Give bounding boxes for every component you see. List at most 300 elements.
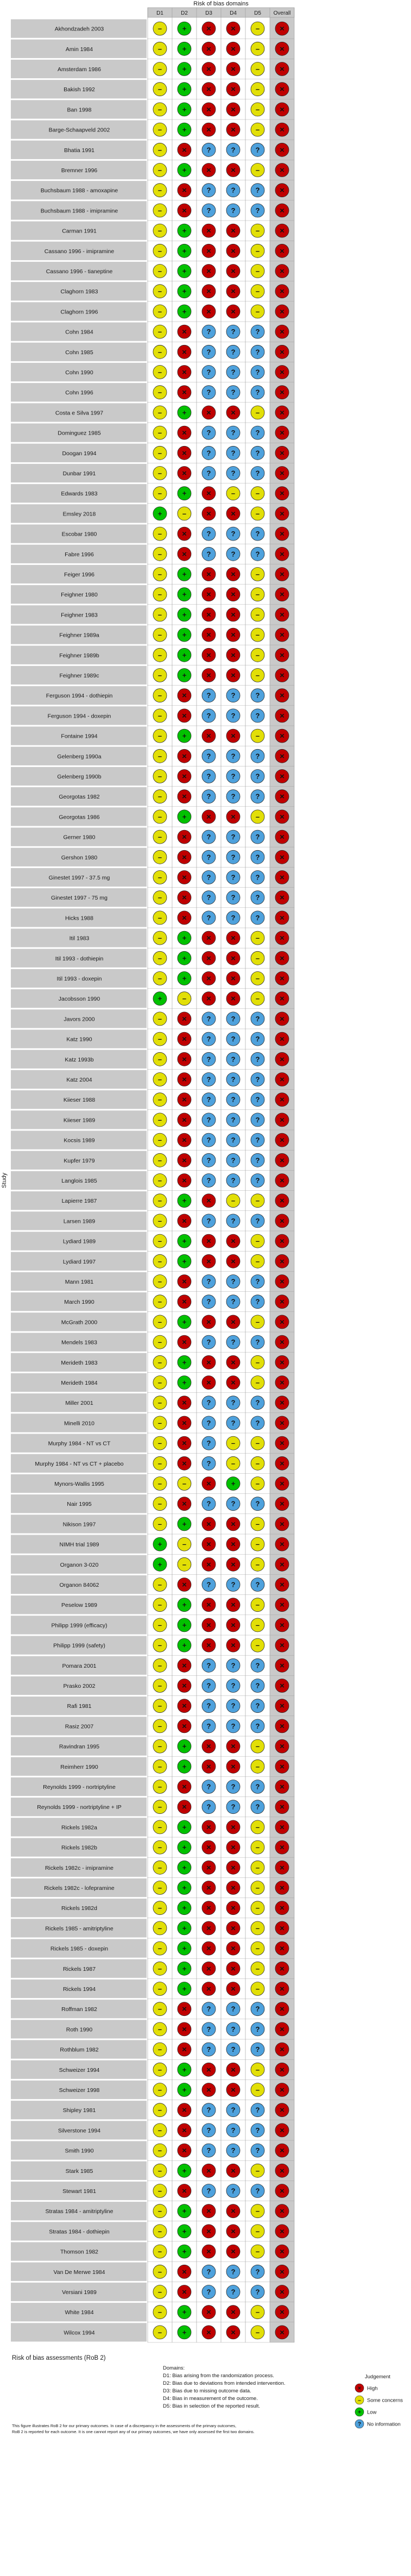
rating-symbol: × <box>206 105 211 115</box>
rating-symbol: – <box>157 1358 162 1367</box>
rating-symbol: × <box>280 1580 284 1589</box>
rating-symbol: ? <box>231 711 236 720</box>
rating-symbol: ? <box>255 2146 260 2155</box>
rating-symbol: ? <box>206 1721 211 1730</box>
rating-symbol: ? <box>206 186 211 194</box>
rating-symbol: × <box>280 1176 284 1185</box>
study-name: Rasiz 2007 <box>65 1723 94 1730</box>
rating-symbol: – <box>255 590 260 599</box>
rating-symbol: + <box>182 166 187 174</box>
rating-symbol: ? <box>231 2288 236 2296</box>
rating-symbol: ? <box>231 1136 236 1145</box>
rating-symbol: × <box>231 2166 236 2176</box>
judgement-legend-label: Low <box>367 2409 377 2416</box>
study-name: Philipp 1999 (safety) <box>53 1642 105 1649</box>
rating-symbol: – <box>157 2065 162 2074</box>
rating-symbol: × <box>231 1560 236 1569</box>
study-name: Dominguez 1985 <box>58 430 101 437</box>
rating-symbol: + <box>182 570 187 579</box>
rating-symbol: – <box>157 227 162 235</box>
study-name: Georgotas 1986 <box>59 814 100 821</box>
rating-symbol: + <box>182 45 187 53</box>
rating-symbol: × <box>280 186 284 196</box>
rating-symbol: ? <box>231 1782 236 1791</box>
rating-symbol: + <box>182 1843 187 1852</box>
rating-symbol: – <box>157 1863 162 1872</box>
rating-symbol: + <box>157 1560 162 1569</box>
rating-symbol: ? <box>255 1095 260 1104</box>
rating-symbol: × <box>280 2166 284 2176</box>
rating-symbol: × <box>280 1641 284 1650</box>
rating-symbol: – <box>157 1519 162 1528</box>
rating-symbol: – <box>255 1620 260 1629</box>
rating-symbol: ? <box>255 1297 260 1306</box>
study-name: Fontaine 1994 <box>61 733 98 740</box>
rating-symbol: ? <box>206 388 211 397</box>
rating-symbol: – <box>157 1600 162 1609</box>
rating-symbol: ? <box>206 2267 211 2276</box>
rating-symbol: × <box>280 1034 284 1044</box>
rating-symbol: × <box>280 549 284 559</box>
rating-symbol: – <box>157 691 162 700</box>
judgement-legend-label: High <box>367 2385 378 2392</box>
rating-symbol: × <box>280 1155 284 1165</box>
rating-symbol: ? <box>255 1398 260 1407</box>
rating-symbol: × <box>182 1782 187 1792</box>
study-name: Rickels 1982c - lofepramine <box>44 1885 115 1892</box>
study-name: Gelenberg 1990a <box>57 753 102 760</box>
rating-symbol: ? <box>255 368 260 376</box>
rating-symbol: – <box>157 833 162 841</box>
rating-symbol: × <box>280 953 284 963</box>
rating-symbol: ? <box>231 1176 236 1185</box>
rating-symbol: ? <box>206 368 211 376</box>
judgement-legend-symbol: × <box>358 2385 361 2392</box>
rating-symbol: × <box>206 1641 211 1650</box>
rating-symbol: – <box>255 1378 260 1387</box>
rating-symbol: ? <box>231 1297 236 1306</box>
rating-symbol: × <box>231 1742 236 1751</box>
rating-symbol: – <box>157 2085 162 2094</box>
rating-symbol: ? <box>231 1398 236 1407</box>
rating-symbol: × <box>182 893 187 903</box>
study-name: Roffman 1982 <box>61 2006 97 2013</box>
rating-symbol: – <box>157 1823 162 1831</box>
study-name: Merideth 1983 <box>61 1359 98 1366</box>
rating-symbol: – <box>255 1439 260 1448</box>
rating-symbol: ? <box>231 469 236 477</box>
rating-symbol: × <box>280 1701 284 1711</box>
rating-symbol: + <box>182 1964 187 1973</box>
rating-symbol: – <box>157 1802 162 1811</box>
rating-symbol: × <box>280 166 284 175</box>
rating-symbol: ? <box>206 1055 211 1064</box>
rating-symbol: × <box>280 469 284 478</box>
rating-symbol: ? <box>206 1297 211 1306</box>
study-name: Feighner 1989c <box>59 673 99 679</box>
rating-symbol: – <box>157 1439 162 1448</box>
rating-symbol: × <box>206 974 211 983</box>
rating-symbol: × <box>280 408 284 418</box>
rating-symbol: – <box>157 429 162 437</box>
rating-symbol: ? <box>255 1661 260 1670</box>
rating-symbol: ? <box>231 449 236 457</box>
rating-symbol: – <box>157 934 162 943</box>
study-name: McGrath 2000 <box>61 1319 98 1326</box>
rating-symbol: ? <box>206 1216 211 1225</box>
rating-symbol: × <box>231 933 236 943</box>
rating-symbol: ? <box>206 2005 211 2013</box>
rating-symbol: – <box>255 1560 260 1569</box>
rating-symbol: × <box>280 1115 284 1125</box>
rating-symbol: + <box>182 934 187 943</box>
rating-symbol: – <box>255 994 260 1003</box>
rating-symbol: – <box>157 2166 162 2175</box>
rating-symbol: × <box>280 2106 284 2115</box>
rating-symbol: × <box>280 1883 284 1893</box>
study-name: Rickels 1985 - doxepin <box>50 1945 109 1952</box>
rating-symbol: ? <box>231 328 236 336</box>
rating-symbol: – <box>255 671 260 680</box>
rating-symbol: ? <box>255 792 260 801</box>
rating-symbol: × <box>231 509 236 519</box>
rating-symbol: + <box>182 1257 187 1266</box>
rating-symbol: – <box>157 792 162 801</box>
study-name: Silverstone 1994 <box>58 2127 101 2134</box>
rating-symbol: – <box>157 1398 162 1407</box>
rating-symbol: × <box>280 1297 284 1307</box>
rating-symbol: ? <box>206 530 211 538</box>
rating-symbol: × <box>280 832 284 842</box>
rating-symbol: × <box>280 105 284 115</box>
study-name: Katz 1990 <box>66 1036 92 1043</box>
rating-symbol: × <box>206 307 211 317</box>
rating-symbol: × <box>182 1721 187 1731</box>
judgement-legend-symbol: + <box>358 2409 361 2416</box>
rating-symbol: × <box>280 933 284 943</box>
rating-symbol: – <box>157 105 162 114</box>
rating-symbol: × <box>182 1155 187 1165</box>
study-name: Murphy 1984 - NT vs CT <box>48 1440 111 1447</box>
rating-symbol: – <box>157 1014 162 1023</box>
rating-symbol: – <box>255 2328 260 2336</box>
rating-symbol: – <box>255 570 260 579</box>
rating-symbol: × <box>280 2267 284 2277</box>
study-name: Reynolds 1999 - nortriptyline <box>43 1784 116 1790</box>
rating-symbol: ? <box>231 2106 236 2114</box>
rating-symbol: × <box>231 1944 236 1953</box>
domains-legend-item: D1: Bias arising from the randomization process. <box>163 2373 274 2379</box>
rating-symbol: × <box>280 650 284 660</box>
rating-symbol: ? <box>231 2187 236 2195</box>
rating-symbol: × <box>206 812 211 822</box>
rating-symbol: ? <box>206 1075 211 1084</box>
study-name: Rickels 1994 <box>62 1986 96 1993</box>
rating-symbol: – <box>255 247 260 255</box>
rating-symbol: ? <box>231 1014 236 1023</box>
rating-symbol: × <box>280 1277 284 1286</box>
rating-symbol: – <box>255 2085 260 2094</box>
rating-symbol: ? <box>255 429 260 437</box>
rating-symbol: ? <box>206 833 211 841</box>
rating-symbol: ? <box>231 429 236 437</box>
rating-symbol: ? <box>255 1701 260 1710</box>
rating-symbol: + <box>182 1358 187 1367</box>
rating-symbol: × <box>231 1964 236 1974</box>
study-name: Cohn 1990 <box>65 369 93 376</box>
rating-symbol: × <box>206 570 211 579</box>
rating-symbol: × <box>280 792 284 802</box>
rating-symbol: × <box>280 347 284 357</box>
study-name: Stratas 1984 - dothiepin <box>49 2228 110 2235</box>
rating-symbol: × <box>182 852 187 862</box>
rating-symbol: × <box>231 1863 236 1873</box>
rating-symbol: ? <box>231 550 236 558</box>
rating-symbol: ? <box>206 1782 211 1791</box>
rating-symbol: ? <box>255 1338 260 1347</box>
rating-symbol: × <box>182 2005 187 2014</box>
rating-symbol: – <box>255 85 260 93</box>
rating-symbol: ? <box>231 2005 236 2013</box>
rating-symbol: ? <box>231 1701 236 1710</box>
rating-symbol: ? <box>206 1176 211 1185</box>
rating-symbol: – <box>157 2328 162 2336</box>
study-name: Rickels 1982d <box>61 1905 97 1912</box>
rating-symbol: × <box>280 2126 284 2135</box>
rating-symbol: × <box>206 2065 211 2075</box>
study-name: Costa e Silva 1997 <box>55 410 104 417</box>
study-name: Feighner 1989a <box>59 632 99 639</box>
rating-symbol: + <box>182 307 187 316</box>
rating-symbol: ? <box>206 1014 211 1023</box>
rating-symbol: ? <box>255 2025 260 2033</box>
rating-symbol: + <box>182 631 187 639</box>
rating-symbol: × <box>231 1256 236 1266</box>
rating-symbol: – <box>157 2045 162 2054</box>
rating-symbol: – <box>157 2227 162 2235</box>
study-name: Schweizer 1998 <box>59 2087 100 2094</box>
rating-symbol: × <box>206 1317 211 1327</box>
rating-symbol: + <box>182 408 187 417</box>
study-name: Edwards 1983 <box>61 491 98 498</box>
study-name: Buchsbaum 1988 - amoxapine <box>40 187 118 194</box>
rating-symbol: – <box>157 1661 162 1670</box>
study-name: Bremner 1996 <box>61 167 98 174</box>
rating-symbol: – <box>157 1984 162 1993</box>
rating-symbol: × <box>231 166 236 175</box>
rating-symbol: – <box>255 934 260 943</box>
column-header-d3: D3 <box>205 10 212 16</box>
study-name: Kiieser 1988 <box>63 1097 96 1104</box>
rating-symbol: ? <box>255 1156 260 1165</box>
rating-symbol: × <box>182 1075 187 1084</box>
rating-symbol: × <box>280 2005 284 2014</box>
rating-symbol: ? <box>206 873 211 882</box>
rating-symbol: ? <box>255 2106 260 2114</box>
rating-symbol: × <box>231 1620 236 1630</box>
rating-symbol: × <box>206 1620 211 1630</box>
study-name: Akhondzadeh 2003 <box>54 26 104 33</box>
rating-symbol: × <box>182 751 187 761</box>
rating-symbol: – <box>157 671 162 680</box>
rating-symbol: ? <box>231 691 236 700</box>
rating-symbol: × <box>206 590 211 600</box>
rating-symbol: – <box>157 1580 162 1589</box>
rating-symbol: × <box>206 1540 211 1549</box>
study-name: Thomson 1982 <box>60 2248 99 2255</box>
rating-symbol: ? <box>231 1156 236 1165</box>
rating-symbol: + <box>182 610 187 619</box>
rating-symbol: – <box>157 570 162 579</box>
rating-symbol: – <box>157 1964 162 1973</box>
rating-symbol: – <box>255 65 260 73</box>
rating-symbol: ? <box>231 1075 236 1084</box>
rating-symbol: × <box>231 267 236 276</box>
rating-symbol: + <box>182 247 187 255</box>
rating-symbol: – <box>255 1237 260 1246</box>
study-name: Carman 1991 <box>62 228 97 235</box>
rating-symbol: – <box>157 287 162 296</box>
rating-symbol: × <box>182 2045 187 2054</box>
rating-symbol: – <box>255 2227 260 2235</box>
rating-symbol: – <box>255 105 260 114</box>
rating-symbol: – <box>157 469 162 477</box>
rating-symbol: × <box>182 206 187 216</box>
rating-symbol: × <box>206 2247 211 2257</box>
rating-symbol: – <box>157 267 162 275</box>
rating-symbol: × <box>280 1964 284 1974</box>
rating-symbol: × <box>231 610 236 620</box>
rating-symbol: ? <box>255 1055 260 1064</box>
rating-symbol: × <box>231 44 236 54</box>
rating-symbol: × <box>206 1742 211 1751</box>
rating-symbol: × <box>231 650 236 660</box>
rating-symbol: ? <box>231 2126 236 2134</box>
study-name: Smith 1990 <box>65 2147 94 2154</box>
rating-symbol: – <box>157 974 162 983</box>
domains-legend-item: D4: Bias in measurement of the outcome. <box>163 2396 258 2402</box>
rating-symbol: ? <box>206 1095 211 1104</box>
rating-symbol: – <box>255 1863 260 1872</box>
rating-symbol: ? <box>231 1661 236 1670</box>
rating-symbol: ? <box>206 469 211 477</box>
rating-symbol: ? <box>206 2146 211 2155</box>
rating-symbol: × <box>182 1095 187 1105</box>
rating-symbol: + <box>182 1742 187 1751</box>
rating-symbol: × <box>280 1681 284 1691</box>
study-name: Fabre 1996 <box>65 551 94 558</box>
rating-symbol: × <box>280 1216 284 1226</box>
rating-symbol: × <box>206 630 211 640</box>
rating-symbol: – <box>157 1721 162 1730</box>
rating-symbol: – <box>157 1924 162 1932</box>
rating-symbol: + <box>182 2227 187 2235</box>
rating-symbol: × <box>182 1054 187 1064</box>
rating-symbol: ? <box>231 388 236 397</box>
rating-symbol: × <box>206 1924 211 1933</box>
study-name: Shipley 1981 <box>62 2107 96 2114</box>
rating-symbol: × <box>206 1843 211 1852</box>
rating-symbol: × <box>280 1479 284 1488</box>
rating-symbol: × <box>206 166 211 175</box>
rating-symbol: × <box>280 2085 284 2095</box>
rating-symbol: – <box>255 954 260 963</box>
rating-symbol: × <box>280 2065 284 2075</box>
rating-symbol: – <box>157 1378 162 1387</box>
study-name: Ginestet 1997 - 37.5 mg <box>48 875 110 881</box>
rating-symbol: × <box>206 994 211 1004</box>
rating-symbol: × <box>280 691 284 701</box>
rating-symbol: × <box>231 974 236 983</box>
rating-symbol: ? <box>206 1115 211 1124</box>
rating-symbol: × <box>182 368 187 377</box>
rating-symbol: ? <box>255 146 260 154</box>
rating-symbol: – <box>255 307 260 316</box>
study-name: Cohn 1996 <box>65 389 93 397</box>
study-name: Katz 2004 <box>66 1077 92 1083</box>
rating-symbol: – <box>157 186 162 194</box>
rating-symbol: – <box>255 509 260 518</box>
study-name: Reynolds 1999 - nortriptyline + IP <box>37 1804 122 1811</box>
rating-symbol: – <box>255 1924 260 1932</box>
rating-symbol: – <box>157 1762 162 1771</box>
rating-symbol: ? <box>206 2126 211 2134</box>
rating-symbol: × <box>231 1641 236 1650</box>
rating-symbol: ? <box>255 2045 260 2054</box>
rating-symbol: ? <box>206 913 211 922</box>
rating-symbol: × <box>280 1742 284 1751</box>
rating-symbol: – <box>231 1439 236 1448</box>
rating-symbol: × <box>231 1378 236 1387</box>
rating-symbol: – <box>157 812 162 821</box>
footnote-line: This figure illustrates RoB 2 for our primary outcomes. In case of a discrepancy in the assessments of the primary outcomes, <box>12 2423 237 2428</box>
rating-symbol: + <box>182 2308 187 2316</box>
rating-symbol: × <box>182 388 187 398</box>
rating-symbol: ? <box>255 1580 260 1589</box>
study-name: Cassano 1996 - imipramine <box>44 248 115 255</box>
rating-symbol: × <box>280 1782 284 1792</box>
rating-symbol: – <box>255 166 260 174</box>
rating-symbol: – <box>157 1035 162 1044</box>
rating-symbol: ? <box>231 752 236 761</box>
study-name: Amin 1984 <box>65 46 93 53</box>
rating-symbol: ? <box>206 1418 211 1427</box>
rating-symbol: × <box>231 105 236 115</box>
rating-symbol: × <box>206 24 211 34</box>
rating-symbol: + <box>182 1823 187 1831</box>
rating-symbol: ? <box>255 893 260 902</box>
rating-symbol: × <box>280 812 284 822</box>
study-name: Larsen 1989 <box>63 1218 96 1225</box>
rating-symbol: – <box>157 732 162 740</box>
rating-symbol: × <box>280 994 284 1004</box>
rating-symbol: – <box>157 590 162 599</box>
study-name: Mann 1981 <box>65 1279 94 1285</box>
study-name: Versiani 1989 <box>62 2289 97 2296</box>
rating-symbol: – <box>157 348 162 356</box>
rating-symbol: × <box>280 489 284 499</box>
rating-symbol: × <box>182 2126 187 2135</box>
rating-symbol: – <box>157 2025 162 2033</box>
rating-symbol: × <box>280 1843 284 1852</box>
rating-symbol: + <box>182 812 187 821</box>
judgement-legend-label: Some concerns <box>367 2397 403 2404</box>
rating-symbol: – <box>157 2308 162 2316</box>
rating-symbol: × <box>231 85 236 95</box>
chart-title: Risk of bias domains <box>193 1 249 7</box>
rating-symbol: – <box>157 65 162 73</box>
rating-symbol: – <box>157 1479 162 1488</box>
